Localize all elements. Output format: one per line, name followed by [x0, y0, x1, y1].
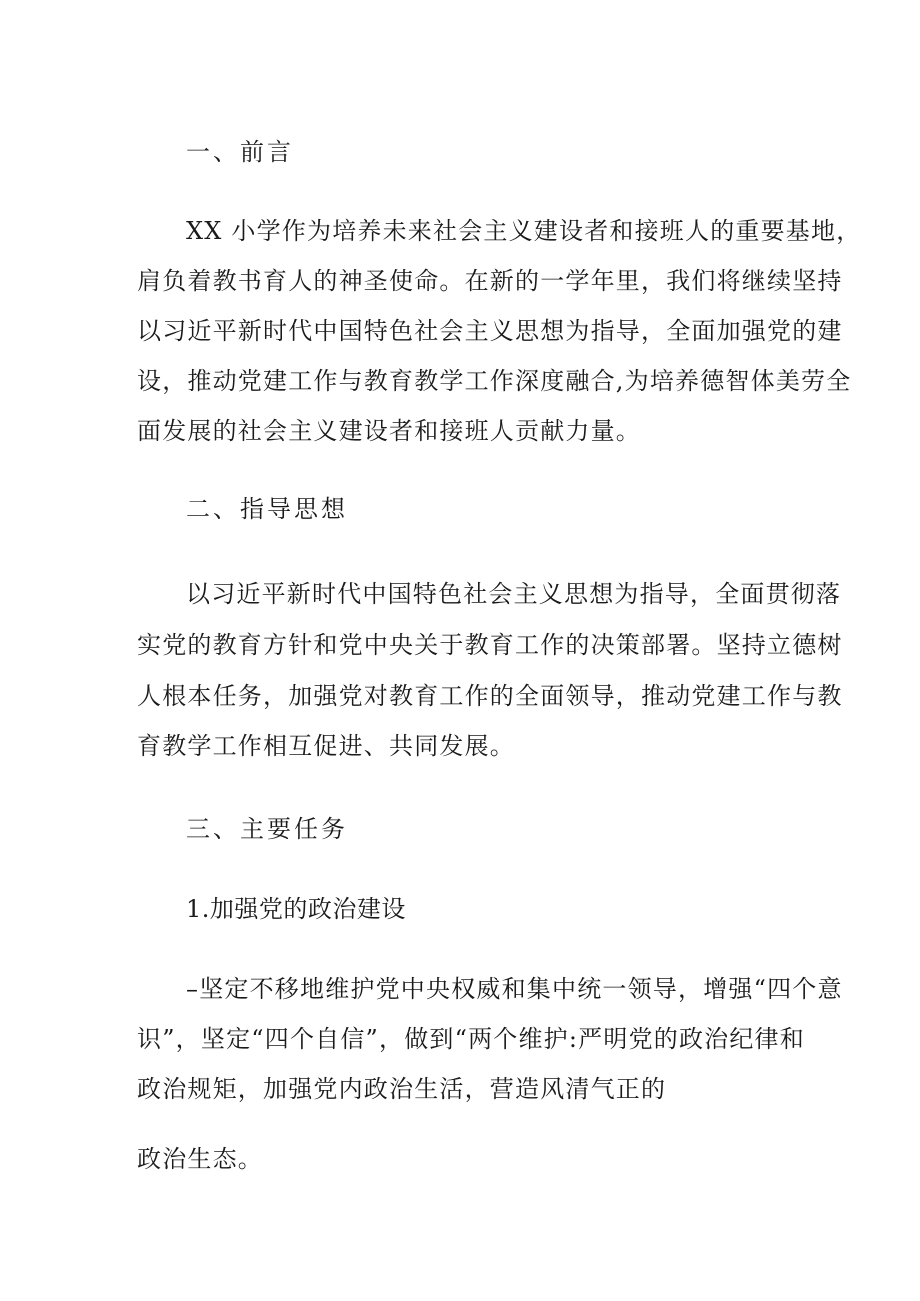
paragraph-line: 育教学工作相互促进、共同发展。 — [137, 732, 515, 760]
paragraph-line: 以习近平新时代中国特色社会主义思想为指导，全面贯彻落 — [186, 580, 842, 608]
paragraph-line: 识”，坚定“四个自信”，做到“两个维护:严明党的政治纪律和 — [137, 1025, 805, 1053]
section-heading-main-tasks: 三、主要任务 — [186, 815, 348, 843]
paragraph-line: 实党的教育方针和党中央关于教育工作的决策部署。坚持立德树 — [137, 631, 843, 659]
paragraph-line: 设，推动党建工作与教育教学工作深度融合,为培养德智体美劳全 — [137, 367, 852, 395]
paragraph-line: 政治规矩，加强党内政治生活，营造风清气正的 — [137, 1075, 667, 1103]
section-heading-guiding-ideology: 二、指导思想 — [186, 495, 348, 523]
section-heading-preface: 一、前言 — [186, 138, 294, 166]
paragraph-line: 人根本任务，加强党对教育工作的全面领导，推动党建工作与教 — [137, 682, 843, 710]
paragraph-line: 以习近平新时代中国特色社会主义思想为指导，全面加强党的建 — [137, 317, 843, 345]
paragraph-line: –坚定不移地维护党中央权威和集中统一领导，增强“四个意 — [186, 975, 843, 1003]
subheading-political-construction: 1.加强党的政治建设 — [186, 895, 406, 923]
paragraph-trailing-line: 政治生态。 — [137, 1145, 263, 1173]
paragraph-line: 肩负着教书育人的神圣使命。在新的一学年里，我们将继续坚持 — [137, 267, 843, 295]
paragraph-line: XX 小学作为培养未来社会主义建设者和接班人的重要基地， — [186, 217, 862, 245]
paragraph-line: 面发展的社会主义建设者和接班人贡献力量。 — [137, 417, 641, 445]
